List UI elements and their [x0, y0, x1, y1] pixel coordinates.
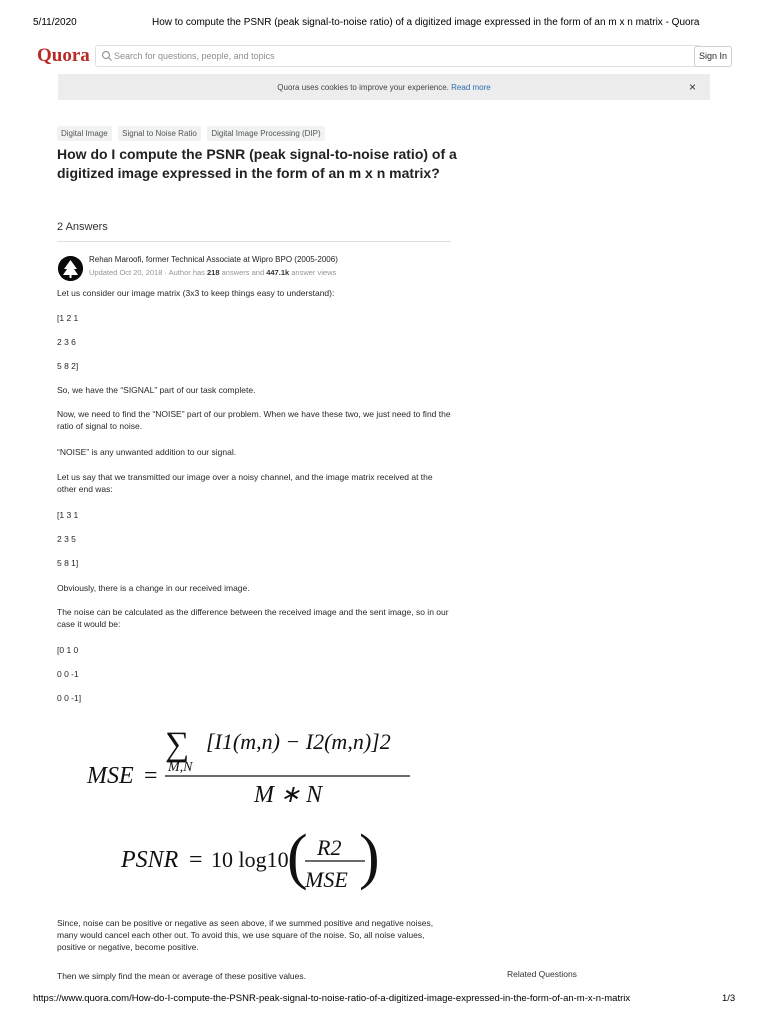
- search-icon: [101, 50, 113, 62]
- avatar[interactable]: [58, 256, 83, 281]
- divider: [57, 241, 451, 242]
- answer-paragraph: 5 8 2]: [57, 361, 79, 371]
- meta-text: answer views: [289, 268, 337, 277]
- top-bar: [34, 44, 734, 70]
- psnr-denominator: MSE: [305, 867, 348, 892]
- meta-answers: 218: [207, 268, 220, 277]
- search-input[interactable]: [95, 45, 701, 67]
- print-date: 5/11/2020: [33, 17, 77, 28]
- read-more-link[interactable]: Read more: [451, 83, 491, 92]
- answer-paragraph: Let us say that we transmitted our image over a noisy channel, and the image matrix received at the other end was:: [57, 472, 433, 494]
- tree-icon: [58, 256, 83, 281]
- answer-paragraph: [1 3 1: [57, 510, 79, 520]
- answer-paragraph: “NOISE” is any unwanted addition to our signal.: [57, 447, 237, 457]
- answer-paragraph: [0 1 0: [57, 645, 79, 655]
- question-title: How do I compute the PSNR (peak signal-to-noise ratio) of a digitized image expressed in the form of an m x n matrix?: [57, 146, 457, 181]
- cookie-message: [58, 83, 710, 92]
- meta-text: answers and: [219, 268, 267, 277]
- author-name[interactable]: Rehan Maroofi, former Technical Associate at Wipro BPO (2005-2006): [89, 255, 338, 264]
- mse-lhs: MSE: [87, 763, 134, 789]
- sign-in-button[interactable]: Sign In: [694, 46, 732, 67]
- answer-paragraph: Now, we need to find the “NOISE” part of our problem. When we have these two, we just need to find the ratio of signal to noise.: [57, 409, 451, 431]
- answer-paragraph: 0 0 -1]: [57, 693, 82, 703]
- topic-list: [57, 123, 327, 141]
- answer-paragraph: Since, noise can be positive or negative as seen above, if we summed positive and negative noises, many would cancel each other out. To avoid this, we use square of the noise. So, all noise values, positive or negative, become positive.: [57, 918, 434, 952]
- print-title: How to compute the PSNR (peak signal-to-noise ratio) of a digitized image expressed in the form of an m x n matrix - Quora: [152, 17, 700, 28]
- psnr-numerator: R2: [317, 835, 342, 860]
- answers-count: 2 Answers: [57, 221, 108, 233]
- left-paren: (: [287, 825, 308, 891]
- related-questions-heading: Related Questions: [507, 969, 577, 979]
- quora-logo[interactable]: Quora: [37, 45, 90, 66]
- mse-formula: [82, 715, 422, 815]
- answer-paragraph: 5 8 1]: [57, 558, 79, 568]
- page-number: 1/3: [722, 993, 736, 1004]
- search-placeholder: Search for questions, people, and topics: [114, 51, 275, 61]
- meta-views: 447.1k: [266, 268, 290, 277]
- topic-tag[interactable]: Digital Image Processing (DIP): [207, 126, 324, 141]
- answer-paragraph: The noise can be calculated as the difference between the received image and the sent image, so in our case it would be:: [57, 607, 449, 629]
- psnr-coefficient: 10 log10: [211, 847, 289, 872]
- equals-sign: =: [189, 847, 203, 873]
- answer-paragraph: So, we have the “SIGNAL” part of our task complete.: [57, 385, 256, 395]
- meta-text: Updated Oct 20, 2018 · Author has: [89, 268, 207, 277]
- cookie-text: Quora uses cookies to improve your experience.: [277, 83, 452, 92]
- answer-paragraph: Then we simply find the mean or average of these positive values.: [57, 971, 306, 981]
- topic-tag[interactable]: Signal to Noise Ratio: [118, 126, 201, 141]
- cookie-banner: [58, 74, 710, 100]
- topic-tag[interactable]: Digital Image: [57, 126, 112, 141]
- sum-subscript: M,N: [168, 760, 193, 775]
- answer-paragraph: Let us consider our image matrix (3x3 to keep things easy to understand):: [57, 288, 335, 298]
- answer-paragraph: 0 0 -1: [57, 669, 79, 679]
- answer-meta: [89, 268, 336, 277]
- answer-paragraph: 2 3 6: [57, 337, 76, 347]
- sum-sign: ∑: [165, 726, 190, 763]
- right-paren: ): [359, 825, 380, 891]
- equals-sign: =: [144, 763, 158, 789]
- close-icon[interactable]: ×: [688, 80, 696, 94]
- answer-paragraph: 2 3 5: [57, 534, 76, 544]
- answer-paragraph: [1 2 1: [57, 313, 79, 323]
- psnr-formula: [115, 825, 395, 900]
- answer-paragraph: Obviously, there is a change in our received image.: [57, 583, 250, 593]
- print-url: https://www.quora.com/How-do-I-compute-the-PSNR-peak-signal-to-noise-ratio-of-a-digitized-image-expressed-in-the-form-of-an-m-x-n-matrix: [33, 993, 631, 1004]
- mse-denominator: M ∗ N: [254, 782, 323, 808]
- psnr-lhs: PSNR: [121, 847, 179, 873]
- mse-numerator: [I1(m,n) − I2(m,n)]2: [206, 729, 391, 754]
